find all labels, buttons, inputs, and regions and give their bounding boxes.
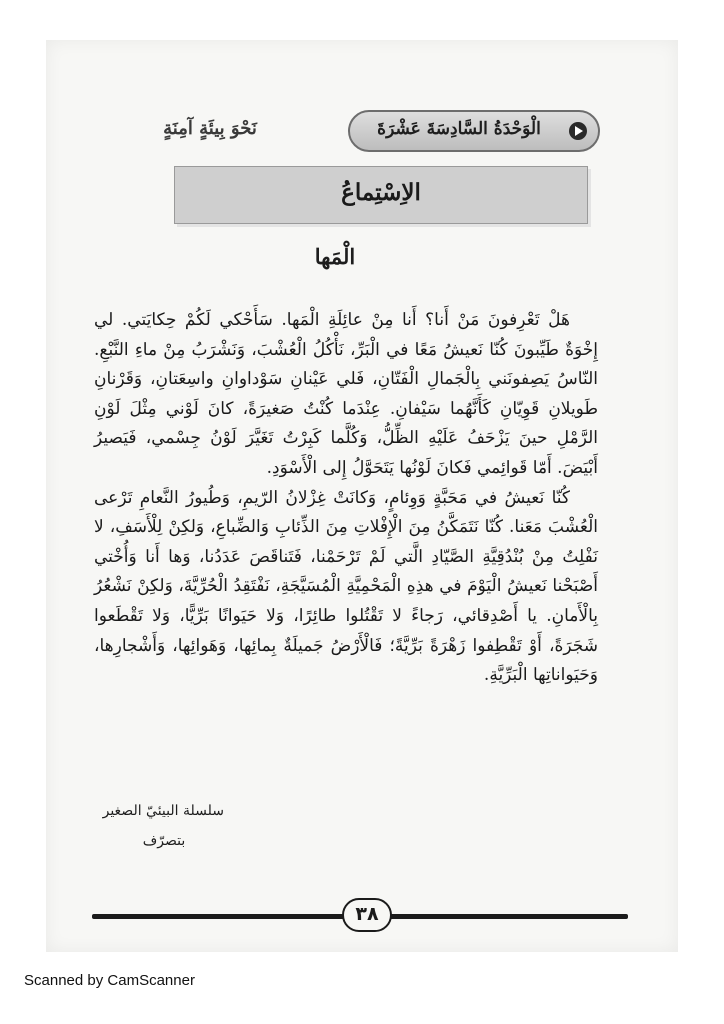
- source-citation: [104, 796, 224, 856]
- scanner-watermark: Scanned by CamScanner: [24, 972, 195, 989]
- section-title: الاِسْتِماعُ: [341, 179, 421, 206]
- story-paragraph-1: هَلْ تَعْرِفونَ مَنْ أَنا؟ أَنا مِنْ عائِلَةِ الْمَها. سَأَحْكي لَكُمْ حِكايَتي. لي إِخْوَةٌ طَيِّبونَ كُنّا نَعيشُ مَعًا في الْبَرِّ، نَأْكُلُ الْعُشْبَ، وَنَشْرَبُ مِنْ ماءِ النَّبْعِ. النّاسُ يَصِفونَني بِالْجَمالِ الْفَتّانِ، فَلي عَيْنانِ سَوْداوانِ واسِعَتانِ، وَقَرْنانِ طَويلانِ قَوِيّانِ كَأَنَّهُما سَيْفانِ. عِنْدَما كُنْتُ صَغيرَةً، كانَ لَوْني مِثْلَ لَوْنِ الرَّمْلِ حينَ يَزْحَفُ عَلَيْهِ الظِّلُّ، وَكُلَّما كَبِرْتُ تَغَيَّرَ لَوْنُ جِسْمي، فَيَصيرُ أَبْيَضَ. أَمّا قَوائِمي فَكانَ لَوْنُها يَتَحَوَّلُ إِلى الْأَسْوَدِ.: [94, 310, 598, 478]
- source-adaptation-note: بتصرّف: [142, 833, 186, 849]
- play-icon: [569, 122, 587, 140]
- unit-label: الْوَحْدَةُ السَّادِسَةَ عَشْرَةَ: [377, 119, 541, 139]
- story-paragraph-2: كُنّا نَعيشُ في مَحَبَّةٍ وَوِئامٍ، وَكانَتْ غِزْلانُ الرّيمِ، وَطُيورُ النَّعامِ تَرْعى الْعُشْبَ مَعَنا. كُنّا نَتَمَكَّنُ مِنَ الْإِفْلاتِ مِنَ الذِّئابِ وَالضِّباعِ، وَلكِنْ لِلْأَسَفِ، لا نَفْلِتُ مِنْ بُنْدُقِيَّةِ الصَّيّادِ الَّتي لَمْ تَرْحَمْنا، فَتَناقَصَ عَدَدُنا، وَها أَنا وَأُخْتي أَصْبَحْنا نَعيشُ الْيَوْمَ في هذِهِ الْمَحْمِيَّةِ الْمُسَيَّجَةِ، نَفْتَقِدُ الْحُرِّيَّةَ، وَلكِنْ نَشْعُرُ بِالْأَمانِ. يا أَصْدِقائي، رَجاءً لا تَقْتُلوا طائِرًا، وَلا حَيَوانًا بَرِّيًّا، وَلا تَقْطَعوا شَجَرَةً، أَوْ تَقْطِفوا زَهْرَةً بَرِّيَّةً؛ فَالْأَرْضُ جَميلَةٌ بِمائِها، وَهَوائِها، وَأَشْجارِها، وَحَيَواناتِها الْبَرِّيَّةِ.: [94, 487, 598, 686]
- story-body: [94, 306, 598, 691]
- unit-title: نَحْوَ بِيئَةٍ آمِنَةٍ: [163, 118, 257, 139]
- story-title: الْمَها: [314, 244, 356, 269]
- source-series: سلسلة البيئيّ الصغير: [102, 803, 224, 819]
- section-banner: [174, 166, 588, 224]
- unit-label-pill: [348, 110, 600, 152]
- page-number: ٣٨: [342, 898, 392, 932]
